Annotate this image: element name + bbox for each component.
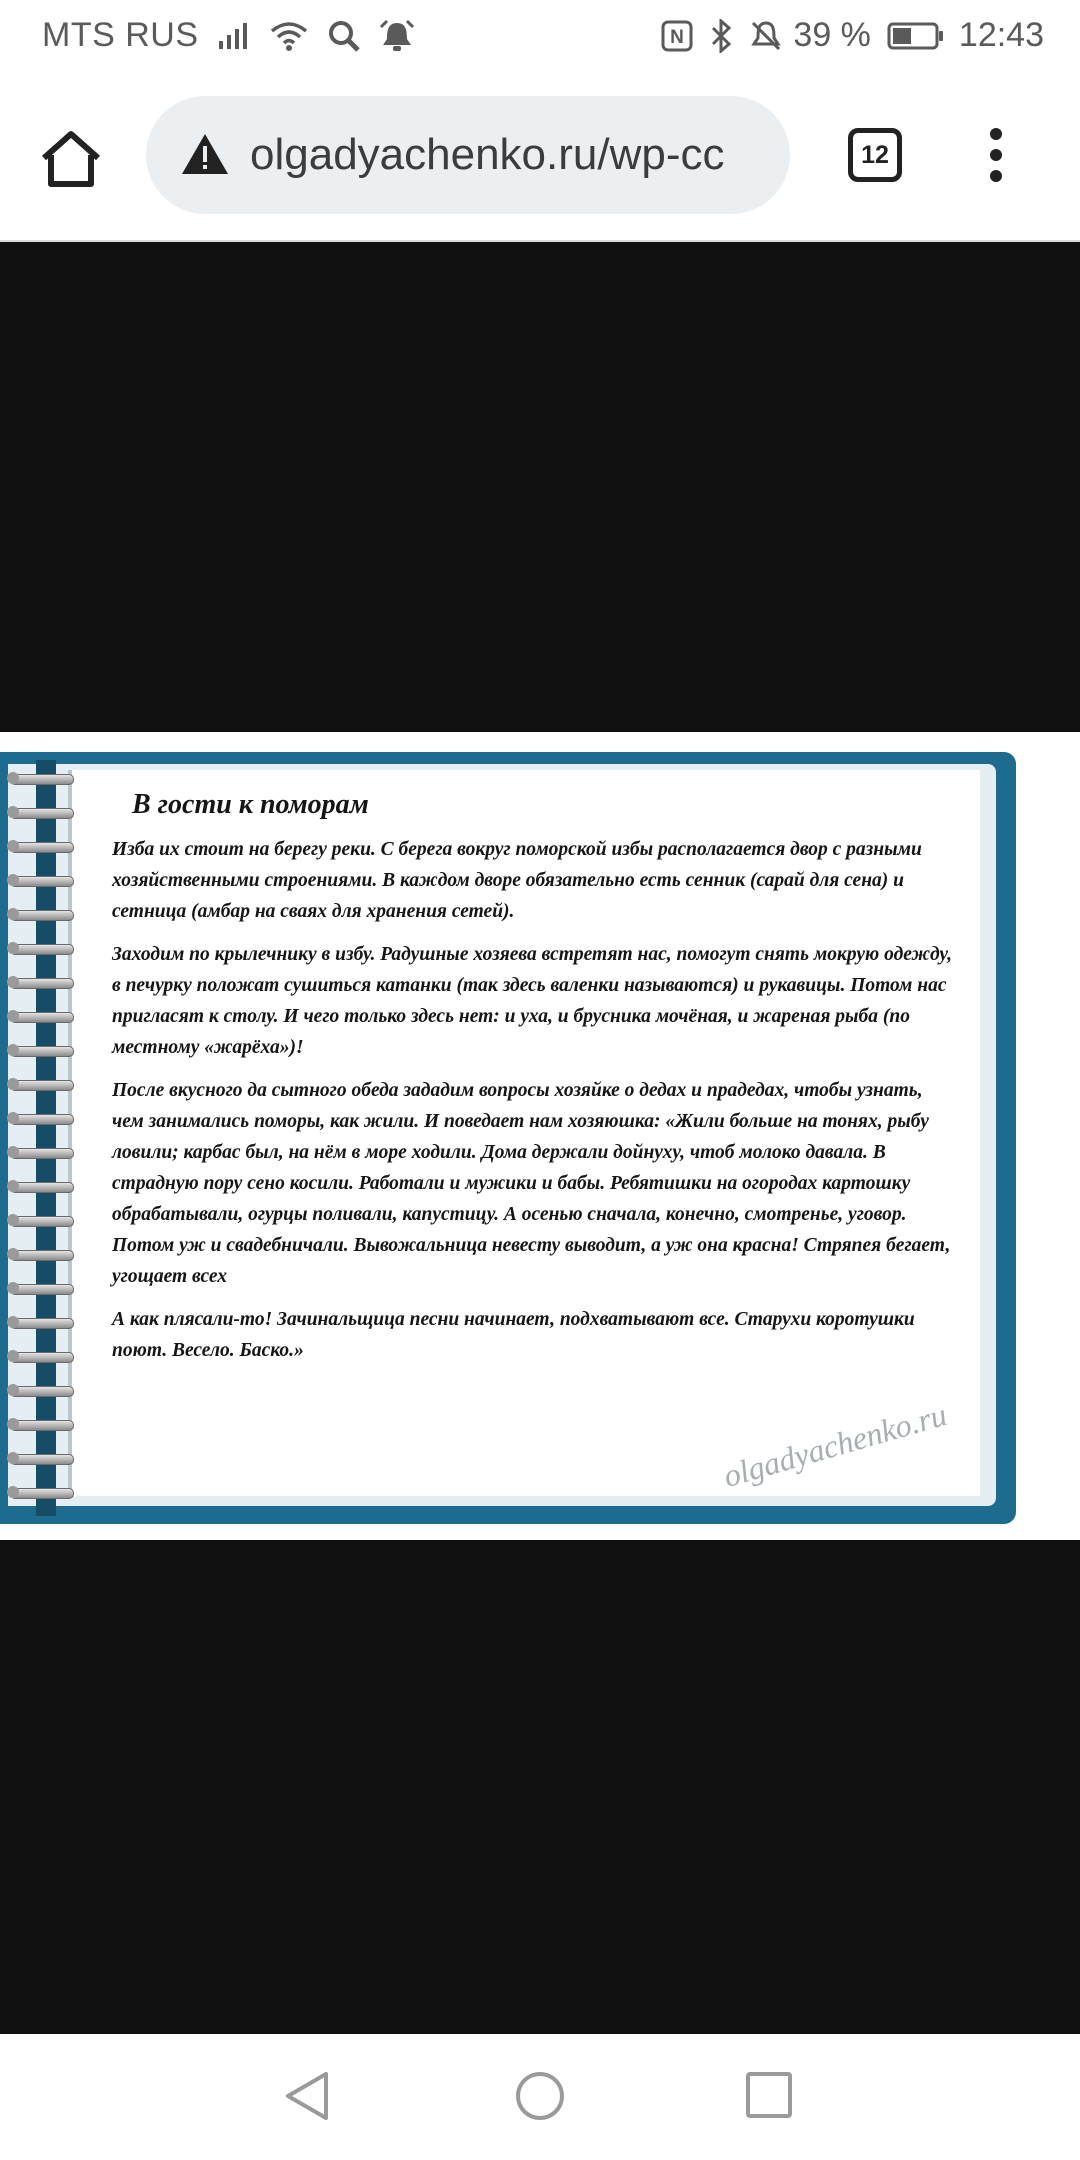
clock: 12:43	[958, 16, 1044, 54]
spiral-rings	[10, 774, 80, 1514]
nfc-icon	[661, 20, 693, 52]
spiral-ring	[10, 910, 74, 921]
spiral-ring	[10, 1148, 74, 1159]
home-button[interactable]	[38, 128, 104, 194]
battery-percent: 39 %	[793, 16, 871, 54]
wifi-icon	[269, 20, 309, 52]
nav-recents-icon[interactable]	[744, 2070, 794, 2120]
status-left	[42, 16, 415, 55]
spiral-ring	[10, 1488, 74, 1499]
search-icon	[327, 19, 361, 53]
paragraph-4: А как плясали-то! Зачинальщица песни начинает, подхватывают все. Старухи коротушки поют. Весело. Баско.»	[112, 1309, 915, 1361]
spiral-ring	[10, 978, 74, 989]
spiral-ring	[10, 1318, 74, 1329]
spiral-ring	[10, 1046, 74, 1057]
svg-text:N: N	[670, 26, 685, 48]
document-title: В гости к поморам	[132, 789, 369, 820]
spiral-ring	[10, 1420, 74, 1431]
browser-toolbar	[0, 76, 1080, 242]
signal-icon	[217, 21, 251, 51]
spiral-ring	[10, 1284, 74, 1295]
status-right	[645, 16, 1044, 55]
spiral-ring	[10, 1012, 74, 1023]
notebook-inner	[8, 764, 996, 1506]
spiral-ring	[10, 1250, 74, 1261]
battery-icon	[887, 21, 945, 51]
notebook-page	[68, 770, 980, 1496]
spiral-ring	[10, 1216, 74, 1227]
spiral-ring	[10, 808, 74, 819]
article-image[interactable]	[0, 732, 1080, 1540]
watermark: olgadyachenko.ru	[719, 1395, 951, 1495]
spiral-ring	[10, 774, 74, 785]
spiral-ring	[10, 876, 74, 887]
spiral-ring	[10, 842, 74, 853]
system-nav-bar	[0, 2034, 1080, 2160]
overflow-menu-icon[interactable]	[978, 128, 1014, 188]
carrier-name: MTS RUS	[42, 16, 199, 54]
address-bar[interactable]	[146, 96, 790, 214]
paragraph-3: После вкусного да сытного обеда зададим вопросы хозяйке о дедах и прадедах, чтобы узнать, чем занимались поморы, как жили. И поведает нам хозяюшка: «Жили больше на тонях, рыбу ловили; карбас был, на нём в море ходили. Дома держали дойнуху, чтоб молоко давала. В страдную пору сено косили. Работали и мужики и бабы. Ребятишки на огородах картошку обрабатывали, огурцы поливали, капустицу. А осенью сначала, конечно, смотренье, уговор. Потом уж и свадебничали. Вывожальница невесту выводит, а уж она красна! Стряпея бегает, угощает всех	[112, 1080, 951, 1287]
home-icon	[38, 128, 104, 190]
tab-switcher-button[interactable]	[848, 128, 902, 182]
nav-back-icon[interactable]	[282, 2070, 332, 2122]
spiral-ring	[10, 1182, 74, 1193]
spiral-ring	[10, 944, 74, 955]
spiral-ring	[10, 1114, 74, 1125]
mute-icon	[749, 19, 783, 53]
notebook-frame	[0, 752, 1016, 1524]
content-black-bottom	[0, 1540, 1080, 2034]
status-bar	[0, 0, 1080, 76]
alarm-icon	[379, 19, 415, 53]
tab-count: 12	[861, 140, 889, 169]
nav-home-icon[interactable]	[514, 2070, 566, 2122]
bluetooth-icon	[709, 19, 733, 53]
document-text	[112, 780, 958, 1378]
spiral-ring	[10, 1454, 74, 1465]
paragraph-2: Заходим по крылечнику в избу. Радушные хозяева встретят нас, помогут снять мокрую одежду, в печурку положат сушиться катанки (так здесь валенки называются) и рукавицы. Потом нас пригласят к столу. И чего только здесь нет: и уха, и брусника мочёная, и жареная рыба (по местному «жарёха»)!	[112, 944, 952, 1058]
spiral-ring	[10, 1352, 74, 1363]
url-text[interactable]: olgadyachenko.ru/wp-cc	[250, 130, 725, 179]
spiral-ring	[10, 1080, 74, 1091]
warning-icon[interactable]	[180, 132, 230, 176]
content-black-top	[0, 242, 1080, 732]
spiral-ring	[10, 1386, 74, 1397]
paragraph-1: Изба их стоит на берегу реки. С берега вокруг поморской избы располагается двор с разными хозяйственными строениями. В каждом дворе обязательно есть сенник (сарай для сена) и сетница (амбар на сваях для хранения сетей).	[112, 839, 922, 922]
